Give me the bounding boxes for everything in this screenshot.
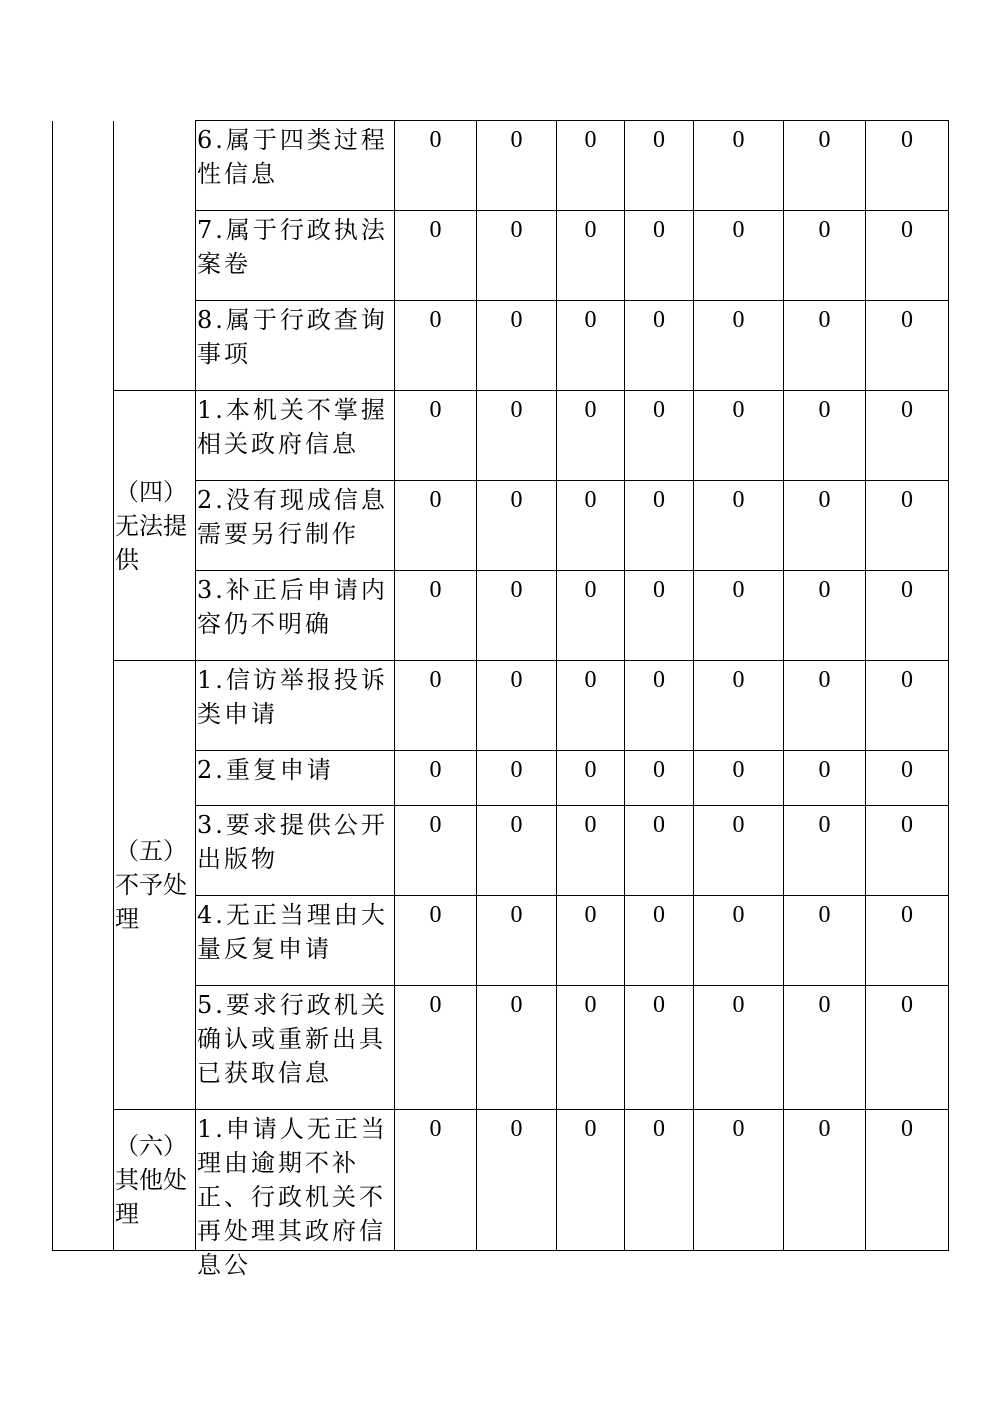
row-label: 3.要求提供公开出版物: [196, 806, 395, 896]
value-cell: 0: [694, 301, 784, 391]
row-label: 7.属于行政执法案卷: [196, 211, 395, 301]
row-label: 2.没有现成信息需要另行制作: [196, 481, 395, 571]
value-cell: 0: [625, 121, 694, 211]
value-cell: 0: [557, 896, 625, 986]
value-cell: 0: [625, 1110, 694, 1251]
value-cell: 0: [784, 1110, 866, 1251]
disposal-table: [52, 120, 949, 1279]
value-cell: 0: [866, 896, 949, 986]
row-label: [196, 1110, 395, 1279]
value-cell: 0: [784, 481, 866, 571]
value-cell: 0: [625, 661, 694, 751]
value-cell: 0: [625, 301, 694, 391]
value-cell: 0: [784, 211, 866, 301]
value-cell: 0: [694, 661, 784, 751]
row-label: 4.无正当理由大量反复申请: [196, 896, 395, 986]
value-cell: 0: [694, 806, 784, 896]
value-cell: 0: [395, 661, 477, 751]
value-cell: 0: [477, 806, 557, 896]
value-cell: 0: [625, 571, 694, 661]
row-label: 5.要求行政机关确认或重新出具已获取信息: [196, 986, 395, 1110]
value-cell: 0: [694, 391, 784, 481]
value-cell: 0: [557, 661, 625, 751]
value-cell: 0: [784, 751, 866, 806]
value-cell: 0: [557, 751, 625, 806]
value-cell: 0: [557, 806, 625, 896]
value-cell: 0: [395, 571, 477, 661]
value-cell: 0: [694, 121, 784, 211]
value-cell: 0: [625, 986, 694, 1110]
value-cell: 0: [395, 121, 477, 211]
value-cell: 0: [477, 301, 557, 391]
value-cell: 0: [395, 481, 477, 571]
row-label: 2.重复申请: [196, 751, 395, 806]
value-cell: 0: [477, 1110, 557, 1251]
category-cell: （四）无法提供: [114, 391, 196, 661]
value-cell: 0: [477, 391, 557, 481]
value-cell: 0: [477, 896, 557, 986]
value-cell: 0: [477, 751, 557, 806]
value-cell: 0: [625, 391, 694, 481]
value-cell: 0: [557, 301, 625, 391]
value-cell: 0: [557, 1110, 625, 1251]
row-label: 1.本机关不掌握相关政府信息: [196, 391, 395, 481]
value-cell: 0: [395, 1110, 477, 1251]
value-cell: 0: [477, 571, 557, 661]
row-label: 8.属于行政查询事项: [196, 301, 395, 391]
value-cell: 0: [694, 1110, 784, 1251]
table-row: [53, 121, 949, 211]
value-cell: 0: [866, 391, 949, 481]
value-cell: 0: [694, 751, 784, 806]
value-cell: 0: [395, 301, 477, 391]
value-cell: 0: [784, 986, 866, 1110]
value-cell: 0: [477, 481, 557, 571]
value-cell: 0: [625, 896, 694, 986]
value-cell: 0: [784, 896, 866, 986]
value-cell: 0: [784, 571, 866, 661]
value-cell: 0: [477, 211, 557, 301]
value-cell: 0: [866, 986, 949, 1110]
value-cell: 0: [625, 751, 694, 806]
value-cell: 0: [866, 301, 949, 391]
category-cell: （六）其他处理: [114, 1110, 196, 1251]
value-cell: 0: [694, 571, 784, 661]
value-cell: 0: [866, 571, 949, 661]
value-cell: 0: [694, 896, 784, 986]
value-cell: 0: [784, 391, 866, 481]
value-cell: 0: [694, 481, 784, 571]
value-cell: 0: [866, 661, 949, 751]
value-cell: 0: [866, 211, 949, 301]
value-cell: 0: [557, 391, 625, 481]
value-cell: 0: [625, 481, 694, 571]
value-cell: 0: [784, 661, 866, 751]
value-cell: 0: [866, 481, 949, 571]
value-cell: 0: [866, 121, 949, 211]
value-cell: 0: [395, 391, 477, 481]
table-row: [53, 391, 949, 481]
value-cell: 0: [625, 806, 694, 896]
value-cell: 0: [866, 751, 949, 806]
outer-category-cell: [53, 121, 114, 1251]
value-cell: 0: [395, 806, 477, 896]
value-cell: 0: [477, 661, 557, 751]
value-cell: 0: [694, 986, 784, 1110]
value-cell: 0: [395, 896, 477, 986]
row-label: 3.补正后申请内容仍不明确: [196, 571, 395, 661]
value-cell: 0: [395, 751, 477, 806]
value-cell: 0: [477, 986, 557, 1110]
value-cell: 0: [395, 986, 477, 1110]
value-cell: 0: [395, 211, 477, 301]
value-cell: 0: [557, 481, 625, 571]
value-cell: 0: [784, 121, 866, 211]
value-cell: 0: [784, 301, 866, 391]
category-cell: （五）不予处理: [114, 661, 196, 1110]
row-label: 6.属于四类过程性信息: [196, 121, 395, 211]
row-label: 1.信访举报投诉类申请: [196, 661, 395, 751]
value-cell: 0: [557, 571, 625, 661]
category-cell: [114, 121, 196, 391]
row-label-text: 1.申请人无正当理由逾期不补正、行政机关不再处理其政府信息公: [197, 1115, 388, 1279]
value-cell: 0: [557, 986, 625, 1110]
value-cell: 0: [625, 211, 694, 301]
value-cell: 0: [784, 806, 866, 896]
value-cell: 0: [866, 1110, 949, 1251]
value-cell: 0: [866, 806, 949, 896]
value-cell: 0: [694, 211, 784, 301]
value-cell: 0: [557, 121, 625, 211]
value-cell: 0: [477, 121, 557, 211]
table-row: [53, 1110, 949, 1251]
table-row: [53, 661, 949, 751]
value-cell: 0: [557, 211, 625, 301]
